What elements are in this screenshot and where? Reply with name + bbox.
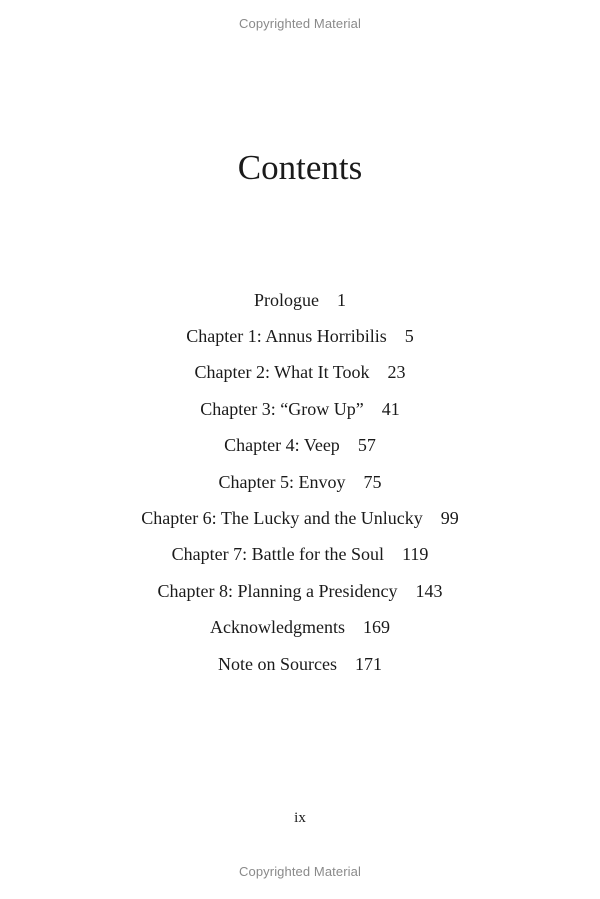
toc-entry-page: 1 (337, 289, 346, 310)
toc-entry-page: 57 (357, 435, 376, 456)
toc-entry-chapter-4 (0, 428, 600, 464)
toc-entry-label: Chapter 8: Planning a Presidency (157, 580, 398, 601)
toc-entry-label: Acknowledgments (210, 617, 345, 638)
toc-entry-label: Chapter 6: The Lucky and the Unlucky (141, 508, 423, 529)
toc-entry-chapter-8 (0, 573, 600, 609)
toc-entry-note-on-sources (0, 646, 600, 682)
table-of-contents (0, 282, 600, 682)
watermark-top: Copyrighted Material (239, 16, 361, 31)
toc-entry-prologue (0, 282, 600, 318)
toc-entry-page: 99 (440, 508, 459, 529)
page-number: ix (294, 810, 306, 826)
toc-entry-label: Chapter 1: Annus Horribilis (186, 326, 387, 347)
toc-entry-page: 41 (381, 398, 400, 419)
toc-entry-chapter-5 (0, 464, 600, 500)
toc-entry-page: 119 (402, 544, 429, 565)
toc-entry-label: Prologue (254, 289, 319, 310)
toc-entry-chapter-3 (0, 391, 600, 427)
toc-entry-chapter-2 (0, 355, 600, 391)
toc-entry-label: Note on Sources (218, 653, 337, 674)
toc-entry-chapter-7 (0, 537, 600, 573)
toc-entry-page: 75 (363, 471, 382, 492)
toc-entry-label: Chapter 5: Envoy (218, 471, 346, 492)
toc-entry-page: 169 (362, 617, 390, 638)
toc-entry-page: 143 (415, 580, 443, 601)
toc-entry-page: 23 (387, 362, 406, 383)
toc-entry-chapter-6 (0, 500, 600, 536)
toc-entry-page: 171 (354, 653, 382, 674)
page-title: Contents (237, 148, 363, 187)
toc-entry-label: Chapter 4: Veep (224, 435, 340, 456)
toc-entry-acknowledgments (0, 610, 600, 646)
toc-entry-label: Chapter 3: “Grow Up” (200, 398, 364, 419)
toc-entry-label: Chapter 2: What It Took (194, 362, 370, 383)
toc-entry-page: 5 (404, 326, 414, 347)
toc-entry-chapter-1 (0, 318, 600, 354)
watermark-bottom: Copyrighted Material (239, 864, 361, 879)
toc-entry-label: Chapter 7: Battle for the Soul (171, 544, 385, 565)
